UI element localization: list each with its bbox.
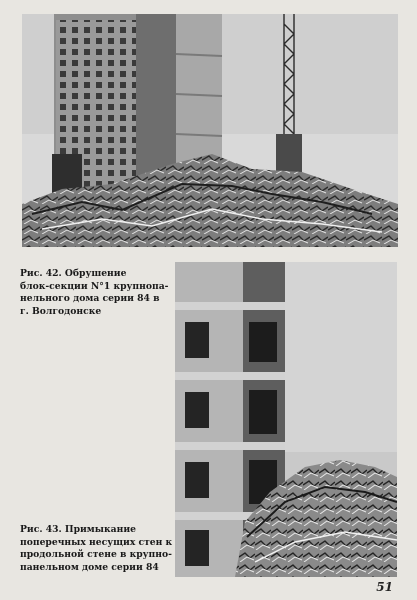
caption-line: нельного дома серии 84 в [20,293,160,304]
figure-43-photo [175,262,397,577]
caption-line: поперечных несущих стен к [20,536,173,548]
caption-line: Рис. 42. Обрушение [20,268,127,279]
collapsed-building-image [22,14,398,247]
figure-43-caption [20,524,173,574]
wall-junction-image [175,262,397,577]
caption-line: продольной стене в крупно- [20,549,172,560]
caption-line: панельном доме серии 84 [20,561,159,573]
figure-42-photo [22,14,398,247]
figure-42-caption [20,268,168,318]
caption-line: г. Волгодонске [20,305,102,317]
caption-line: блок-секции N°1 крупнопа- [20,280,169,292]
page-number: 51 [376,580,393,594]
caption-line: Рис. 43. Примыкание [20,524,136,535]
